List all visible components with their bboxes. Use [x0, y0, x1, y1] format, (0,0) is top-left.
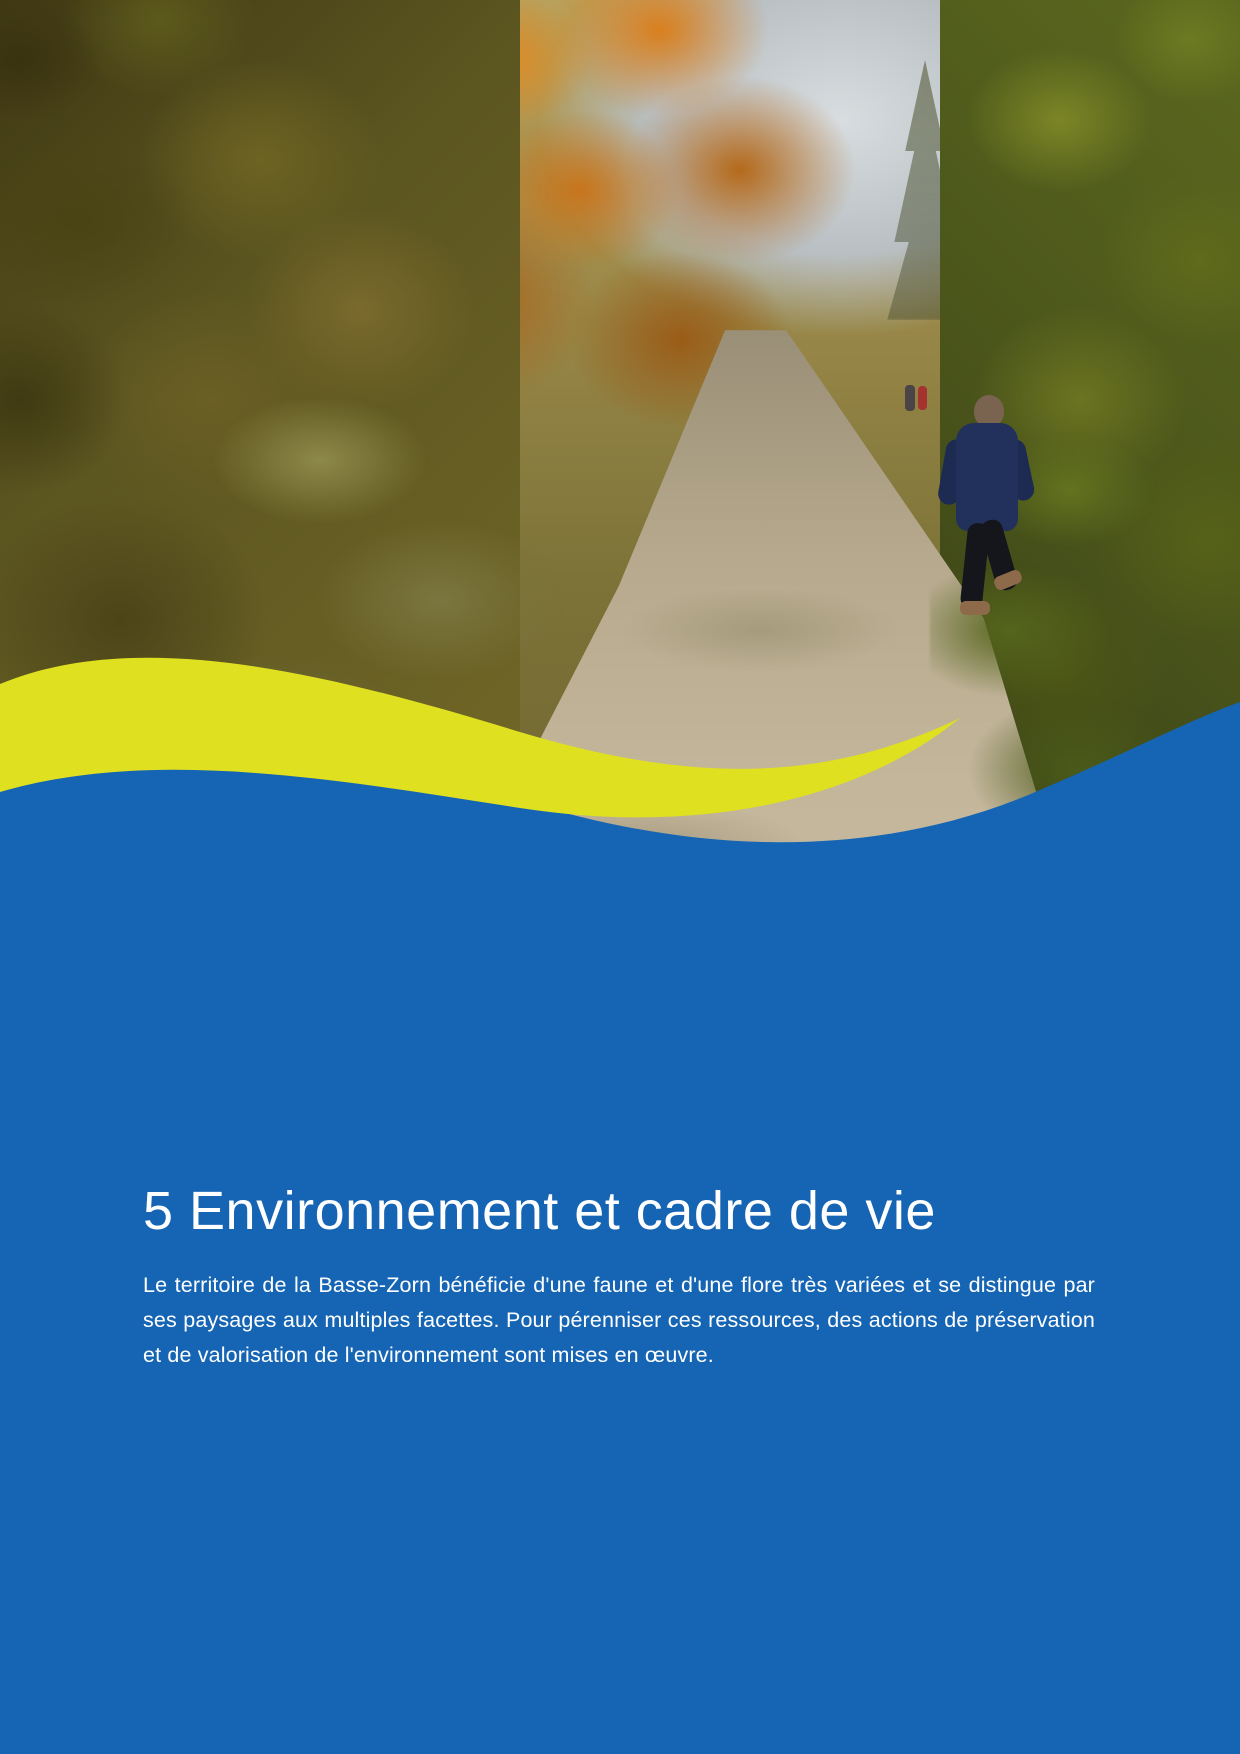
- distant-walker-one: [905, 385, 915, 411]
- chapter-intro-paragraph: Le territoire de la Basse-Zorn bénéficie d'une faune et d'une flore très variées et se distingue par ses paysages aux multiples facettes. Pour pérenniser ces ressources, des actions de préservation et de valorisation de l'environnement sont mises en œuvre.: [143, 1273, 1095, 1367]
- runner-torso: [956, 423, 1018, 531]
- runner-left-shoe: [960, 601, 990, 615]
- chapter-text-block: [143, 1180, 1108, 1373]
- distant-walker-two: [918, 386, 927, 410]
- runner-left-leg: [960, 522, 991, 610]
- runner-figure: [930, 395, 1040, 655]
- page-title: 5 Environnement et cadre de vie: [143, 1181, 936, 1241]
- decorative-waves: [0, 640, 1240, 980]
